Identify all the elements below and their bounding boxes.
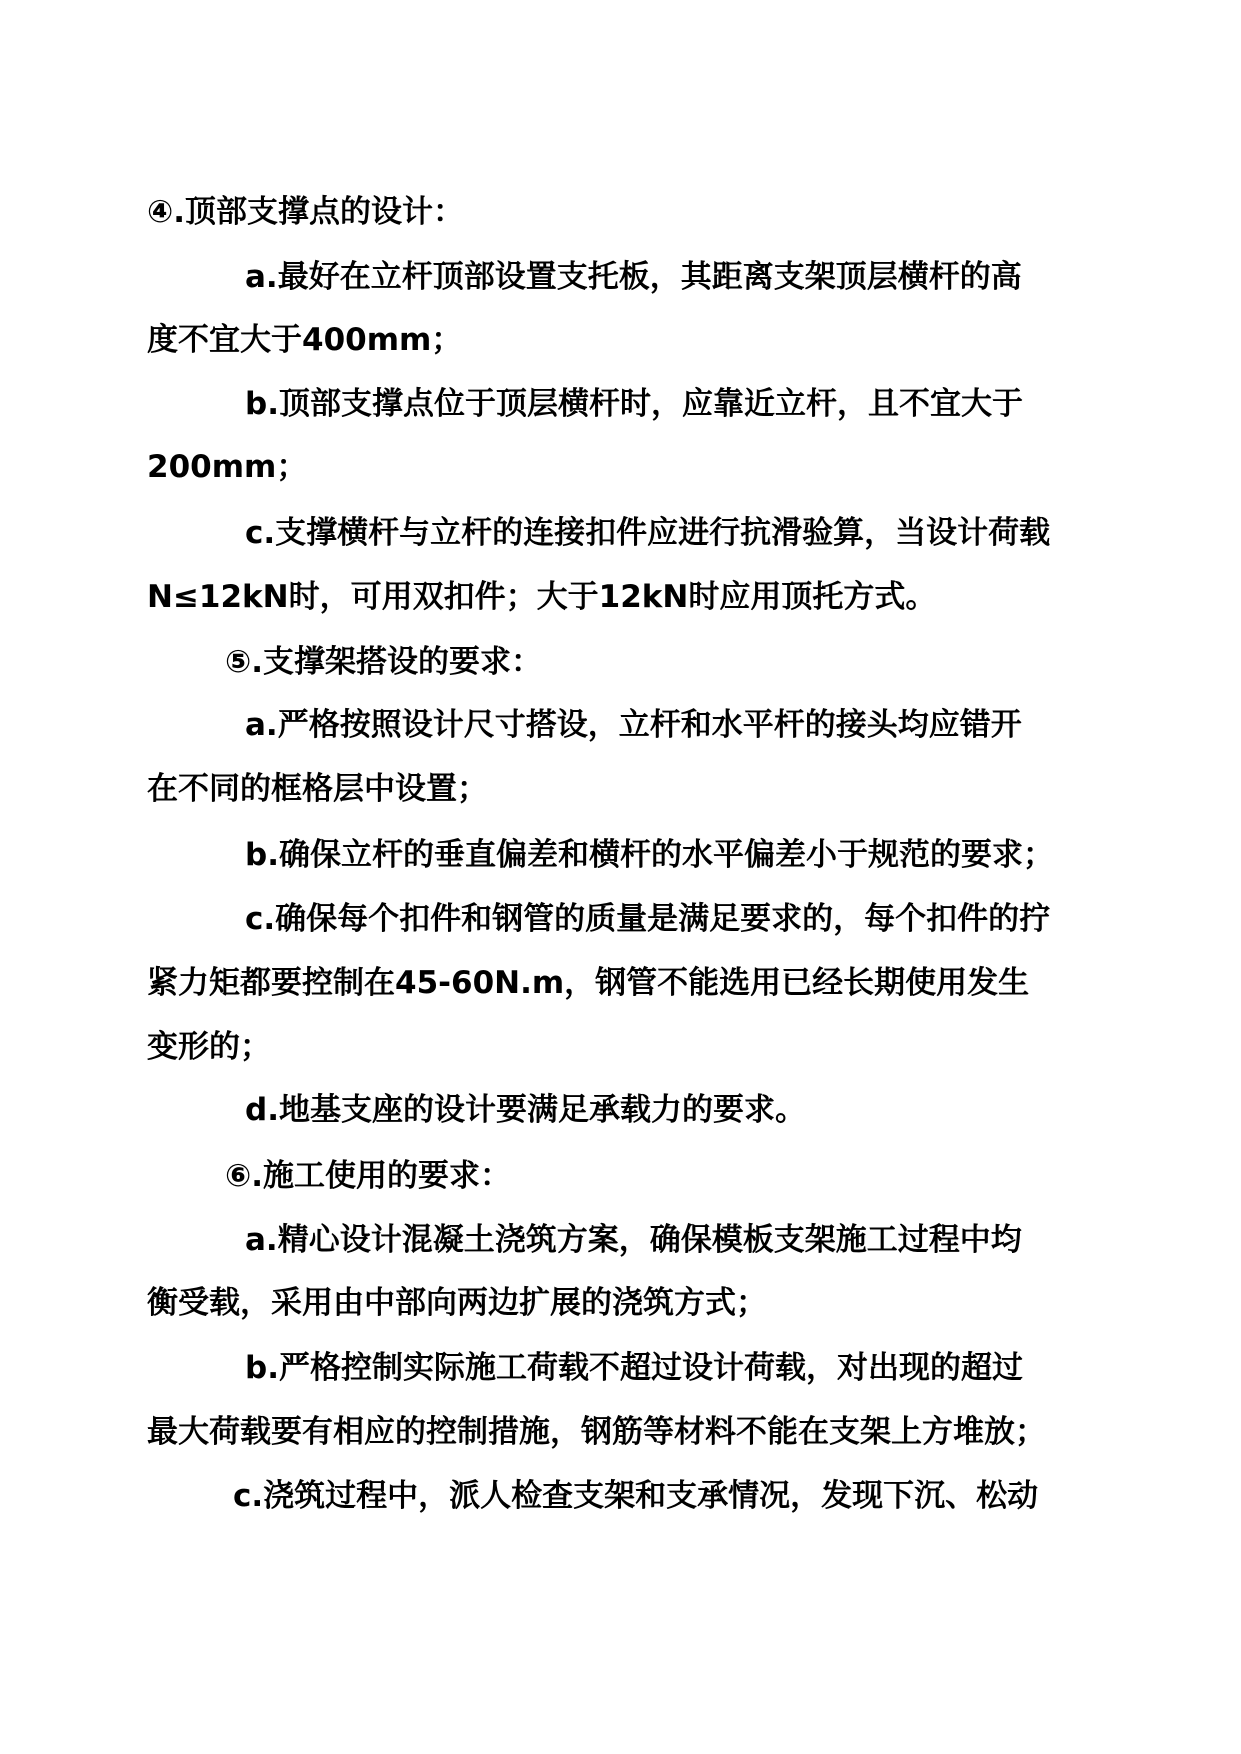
paragraph-line: c.浇筑过程中，派人检查支架和支承情况，发现下沉、松动 <box>233 1478 1039 1514</box>
paragraph-line: d.地基支座的设计要满足承载力的要求。 <box>245 1092 806 1128</box>
paragraph-line: a.最好在立杆顶部设置支托板，其距离支架顶层横杆的高 <box>245 259 1022 295</box>
paragraph-line: 在不同的框格层中设置； <box>147 771 488 807</box>
paragraph-line: 衡受载，采用由中部向两边扩展的浇筑方式； <box>147 1285 767 1321</box>
section-heading-top-support: ④.顶部支撑点的设计： <box>147 194 465 230</box>
paragraph-line: b.顶部支撑点位于顶层横杆时，应靠近立杆，且不宜大于 <box>245 386 1023 422</box>
paragraph-line: 最大荷载要有相应的控制措施，钢筋等材料不能在支架上方堆放； <box>147 1414 1046 1450</box>
section-heading-construction-use: ⑥.施工使用的要求： <box>225 1158 512 1194</box>
paragraph-line: 200mm； <box>147 449 308 485</box>
paragraph-line: N≤12kN时，可用双扣件；大于12kN时应用顶托方式。 <box>147 579 937 615</box>
paragraph-line: b.严格控制实际施工荷载不超过设计荷载，对出现的超过 <box>245 1350 1023 1386</box>
paragraph-line: 变形的； <box>147 1029 271 1065</box>
paragraph-line: 紧力矩都要控制在45-60N.m，钢管不能选用已经长期使用发生 <box>147 965 1030 1001</box>
paragraph-line: c.支撑横杆与立杆的连接扣件应进行抗滑验算，当设计荷载 <box>245 515 1051 551</box>
section-heading-erection: ⑤.支撑架搭设的要求： <box>225 644 543 680</box>
paragraph-line: c.确保每个扣件和钢管的质量是满足要求的，每个扣件的拧 <box>245 901 1051 937</box>
paragraph-line: a.精心设计混凝土浇筑方案，确保模板支架施工过程中均 <box>245 1222 1022 1258</box>
paragraph-line: 度不宜大于400mm； <box>147 322 463 358</box>
paragraph-line: a.严格按照设计尺寸搭设，立杆和水平杆的接头均应错开 <box>245 707 1022 743</box>
paragraph-line: b.确保立杆的垂直偏差和横杆的水平偏差小于规范的要求； <box>245 837 1054 873</box>
